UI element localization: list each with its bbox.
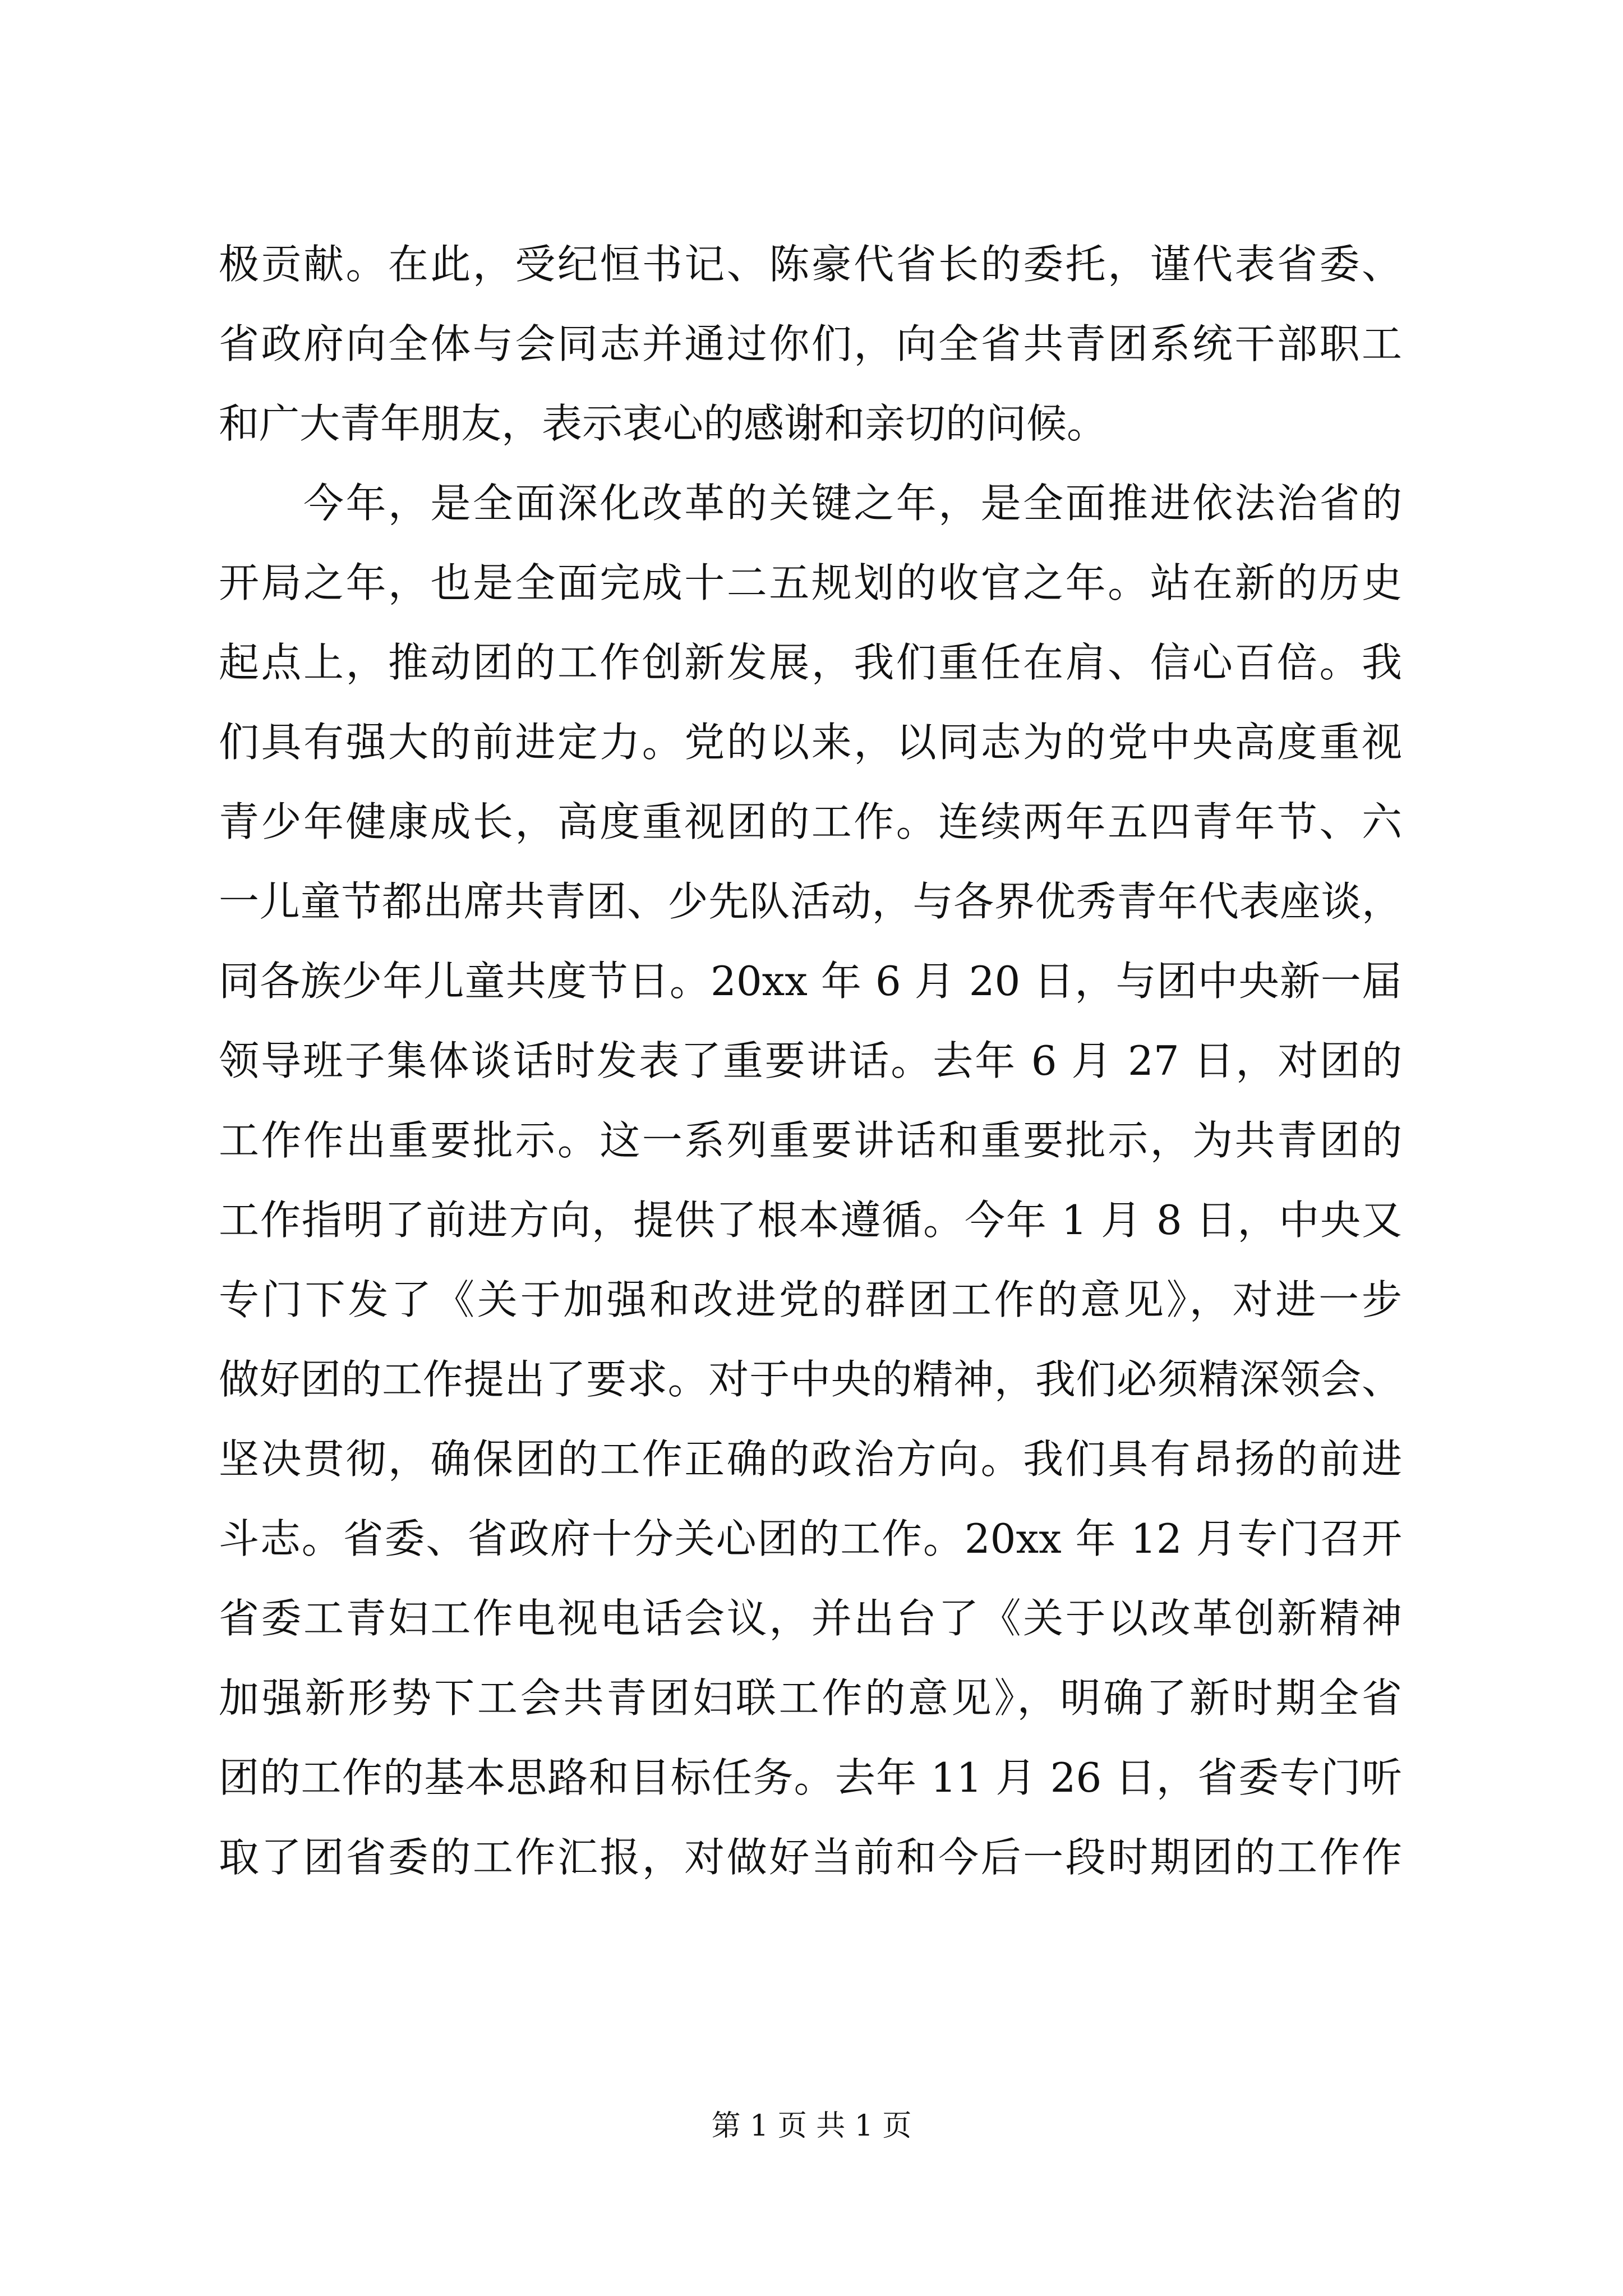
text-line: 省政府向全体与会同志并通过你们，向全省共青团系统干部职工 <box>219 320 1402 367</box>
text-line: 取了团省委的工作汇报，对做好当前和今后一段时期团的工作作 <box>219 1834 1402 1881</box>
text-line: 同各族少年儿童共度节日。20xx 年 6 月 20 日，与团中央新一届 <box>219 958 1402 1005</box>
text-line: 斗志。省委、省政府十分关心团的工作。20xx 年 12 月专门召开 <box>219 1515 1402 1562</box>
text-line: 团的工作的基本思路和目标任务。去年 11 月 26 日，省委专门听 <box>219 1754 1402 1801</box>
page-footer <box>0 2106 1623 2146</box>
text-line: 和广大青年朋友，表示衷心的感谢和亲切的问候。 <box>219 400 1108 447</box>
text-line: 做好团的工作提出了要求。对于中央的精神，我们必须精深领会、 <box>219 1356 1402 1403</box>
text-line: 专门下发了《关于加强和改进党的群团工作的意见》，对进一步 <box>219 1276 1402 1323</box>
text-line: 今年，是全面深化改革的关键之年，是全面推进依法治省的 <box>219 480 1402 527</box>
text-line: 领导班子集体谈话时发表了重要讲话。去年 6 月 27 日，对团的 <box>219 1037 1402 1084</box>
text-line: 极贡献。在此，受纪恒书记、陈豪代省长的委托，谨代表省委、 <box>219 241 1402 288</box>
text-line: 起点上，推动团的工作创新发展，我们重任在肩、信心百倍。我 <box>219 639 1402 686</box>
text-line: 青少年健康成长，高度重视团的工作。连续两年五四青年节、六 <box>219 798 1402 845</box>
text-line: 一儿童节都出席共青团、少先队活动，与各界优秀青年代表座谈， <box>219 878 1402 925</box>
page-number-label: 第 1 页 共 1 页 <box>711 2109 912 2143</box>
text-line: 们具有强大的前进定力。党的以来，以同志为的党中央高度重视 <box>219 719 1402 766</box>
text-line: 工作指明了前进方向，提供了根本遵循。今年 1 月 8 日，中央又 <box>219 1197 1402 1244</box>
text-line: 工作作出重要批示。这一系列重要讲话和重要批示，为共青团的 <box>219 1117 1402 1164</box>
text-line: 省委工青妇工作电视电话会议，并出台了《关于以改革创新精神 <box>219 1595 1402 1642</box>
document-body <box>219 224 1402 1897</box>
text-line: 坚决贯彻，确保团的工作正确的政治方向。我们具有昂扬的前进 <box>219 1435 1402 1483</box>
text-line: 开局之年，也是全面完成十二五规划的收官之年。站在新的历史 <box>219 559 1402 606</box>
text-line: 加强新形势下工会共青团妇联工作的意见》，明确了新时期全省 <box>219 1674 1402 1722</box>
